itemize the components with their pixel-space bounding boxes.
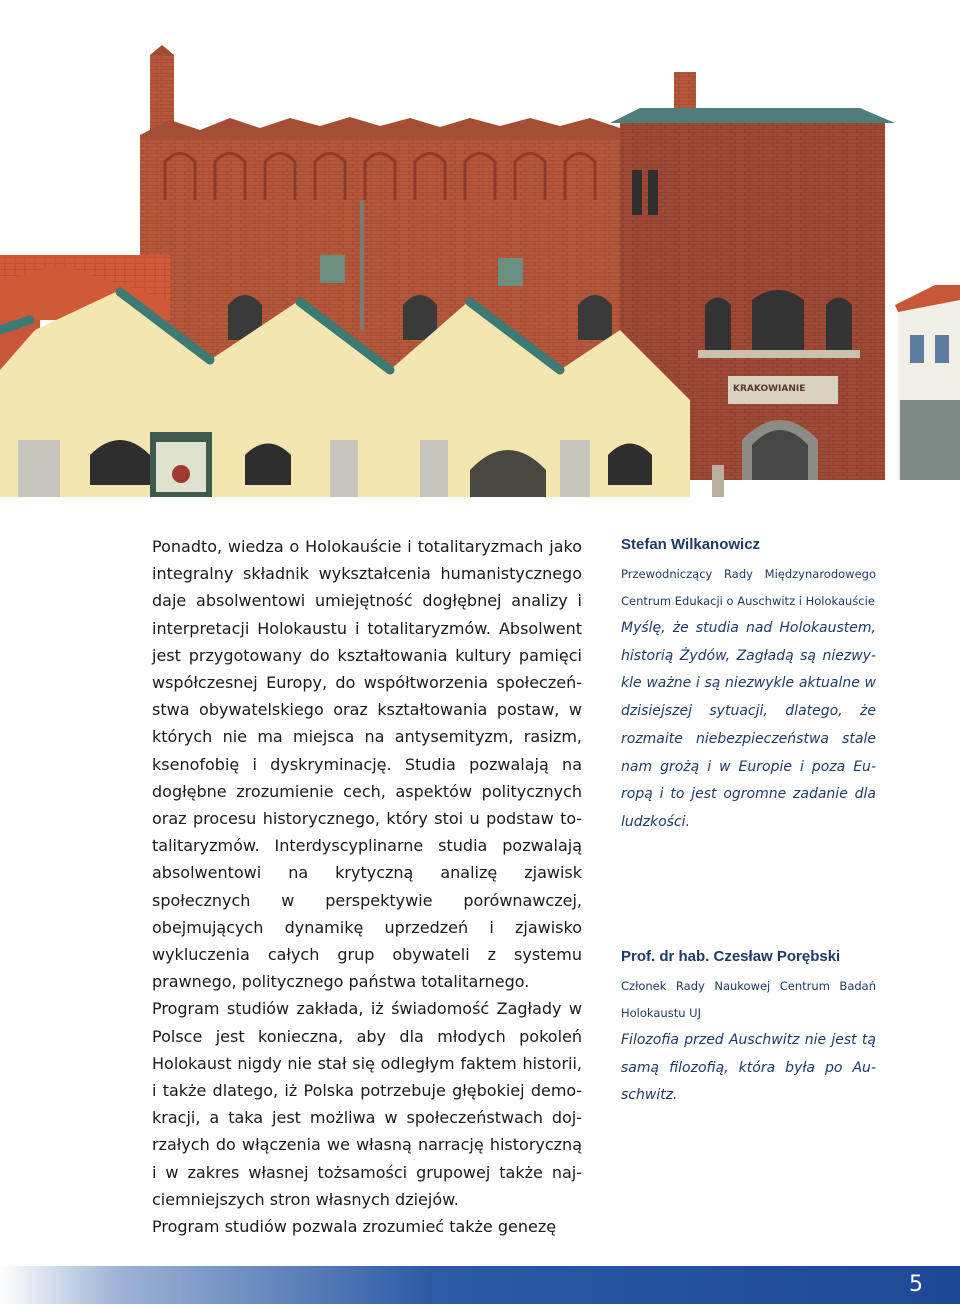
footer-band — [0, 1266, 960, 1304]
testimonial-block — [621, 945, 876, 1110]
main-paragraph: Program studiów zakłada, iż świadomość Zagłady w Polsce jest konieczna, aby dla młodych pokoleń Holokaust nigdy nie stał się odległym faktem historii, i także dlatego, iż Polska potrzebuje głębokiej demokracji, a taka jest możliwa w społeczeństwach dojrzałych do włączenia we własną narrację historyczną i w zakres własnej tożsamości grupowej także najciemniejszych stron własnych dziejów. — [152, 999, 582, 1209]
main-paragraph: Ponadto, wiedza o Holokauście i totalitaryzmach jako integralny składnik wykształcenia humanistycznego daje absolwentowi umiejętność dogłębnej analizy i interpretacji Holokaustu i totalitaryzmów. Absolwent jest przygotowany do kształtowania kultury pamięci współczesnej Europy, do współtworzenia społeczeństwa obywatelskiego oraz kształtowania postaw, w których nie ma miejsca na antysemityzm, rasizm, ksenofobię i dyskryminację. Studia pozwalają na dogłębne zrozumienie cech, aspektów politycznych oraz procesu historycznego, który stoi u podstaw totalitaryzmów. Interdyscyplinarne studia pozwalają absolwentowi na krytyczną analizę zjawisk społecznych w perspektywie porównawczej, obejmujących dynamikę uprzedzeń i zjawisko wykluczenia całych grup obywateli z systemu prawnego, politycznego państwa totalitarnego. — [152, 537, 582, 992]
testimonial-role: Członek Rady Naukowej Centrum Badań Holokaustu UJ — [621, 979, 876, 1020]
main-text-column — [152, 533, 582, 1240]
synagogue-photo — [0, 0, 960, 497]
testimonial-quote: Filozofia przed Auschwitz nie jest tą samą filozofią, która była po Auschwitz. — [621, 1032, 876, 1104]
testimonial-quote: Myślę, że studia nad Holokaustem, historią Żydów, Zagładą są niezwykle ważne i są niezwykle aktualne w dzisiejszej sytuacji, dlatego, że rozmaite niebezpieczeństwa stale nam grożą i w Europie i poza Europą i to jest ogromne zadanie dla ludzkości. — [621, 620, 876, 830]
main-paragraph: Program studiów pozwala zrozumieć także genezę — [152, 1217, 557, 1237]
testimonials-sidebar — [621, 533, 876, 1104]
testimonial-block — [621, 533, 876, 837]
page-number: 5 — [909, 1272, 923, 1297]
museum-sign: KRAKOWIANIE — [733, 384, 806, 394]
testimonial-author: Stefan Wilkanowicz — [621, 536, 761, 553]
testimonial-author: Prof. dr hab. Czesław Porębski — [621, 948, 841, 965]
testimonial-role: Przewodniczący Rady Międzynarodowego Centrum Edukacji o Auschwitz i Holokauście — [621, 567, 876, 608]
